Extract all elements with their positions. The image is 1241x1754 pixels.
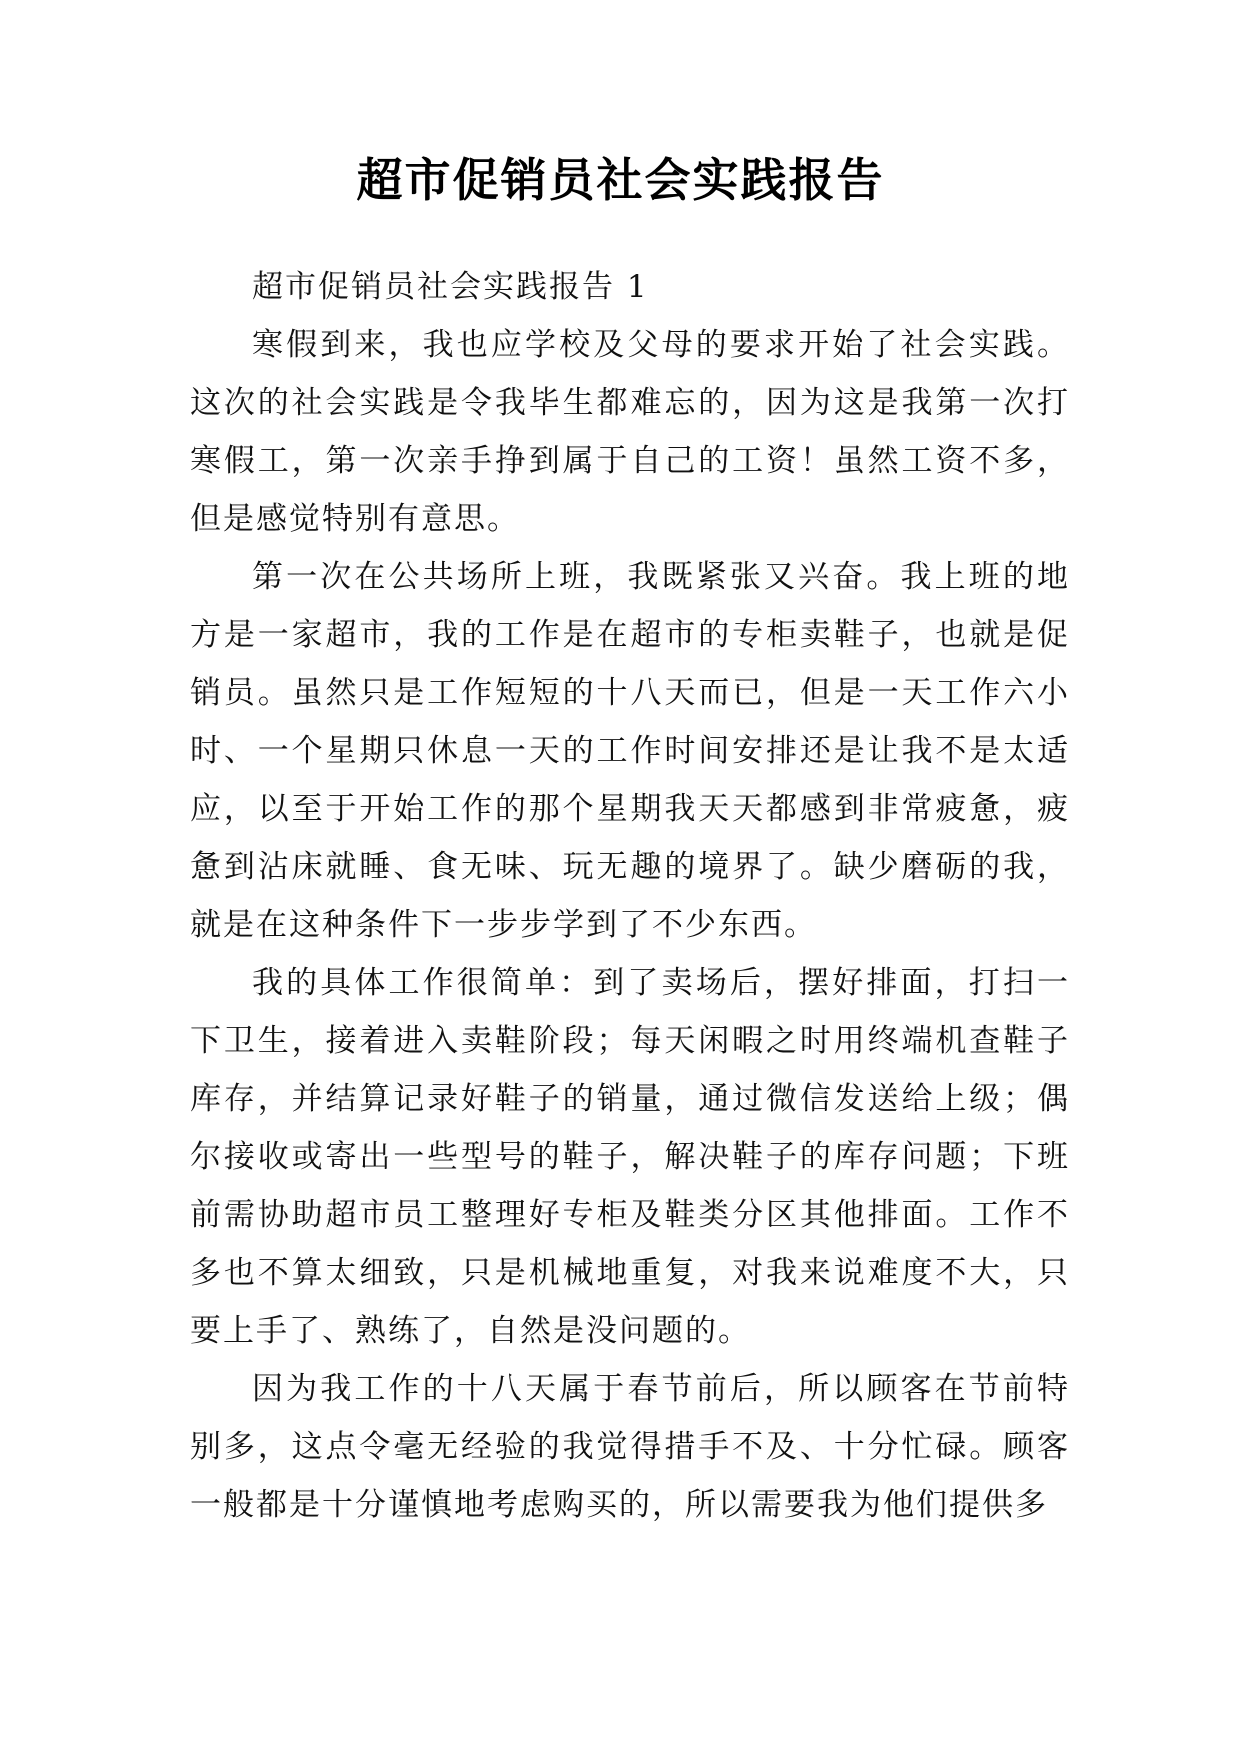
paragraph: 寒假到来，我也应学校及父母的要求开始了社会实践。这次的社会实践是令我毕生都难忘的，因为这是我第一次打寒假工，第一次亲手挣到属于自己的工资！虽然工资不多，但是感觉特别有意思。	[190, 327, 1070, 537]
document-title: 超市促销员社会实践报告	[356, 153, 885, 207]
paragraph: 因为我工作的十八天属于春节前后，所以顾客在节前特别多，这点令毫无经验的我觉得措手不及、十分忙碌。顾客一般都是十分谨慎地考虑购买的，所以需要我为他们提供多	[190, 1371, 1070, 1523]
paragraph: 我的具体工作很简单：到了卖场后，摆好排面，打扫一下卫生，接着进入卖鞋阶段；每天闲暇之时用终端机查鞋子库存，并结算记录好鞋子的销量，通过微信发送给上级；偶尔接收或寄出一些型号的鞋子，解决鞋子的库存问题；下班前需协助超市员工整理好专柜及鞋类分区其他排面。工作不多也不算太细致，只是机械地重复，对我来说难度不大，只要上手了、熟练了，自然是没问题的。	[190, 965, 1070, 1349]
section-heading: 超市促销员社会实践报告 1	[252, 269, 649, 305]
document-body	[190, 258, 1070, 1534]
paragraph: 第一次在公共场所上班，我既紧张又兴奋。我上班的地方是一家超市，我的工作是在超市的专柜卖鞋子，也就是促销员。虽然只是工作短短的十八天而已，但是一天工作六小时、一个星期只休息一天的工作时间安排还是让我不是太适应，以至于开始工作的那个星期我天天都感到非常疲惫，疲惫到沾床就睡、食无味、玩无趣的境界了。缺少磨砺的我，就是在这种条件下一步步学到了不少东西。	[190, 559, 1070, 943]
